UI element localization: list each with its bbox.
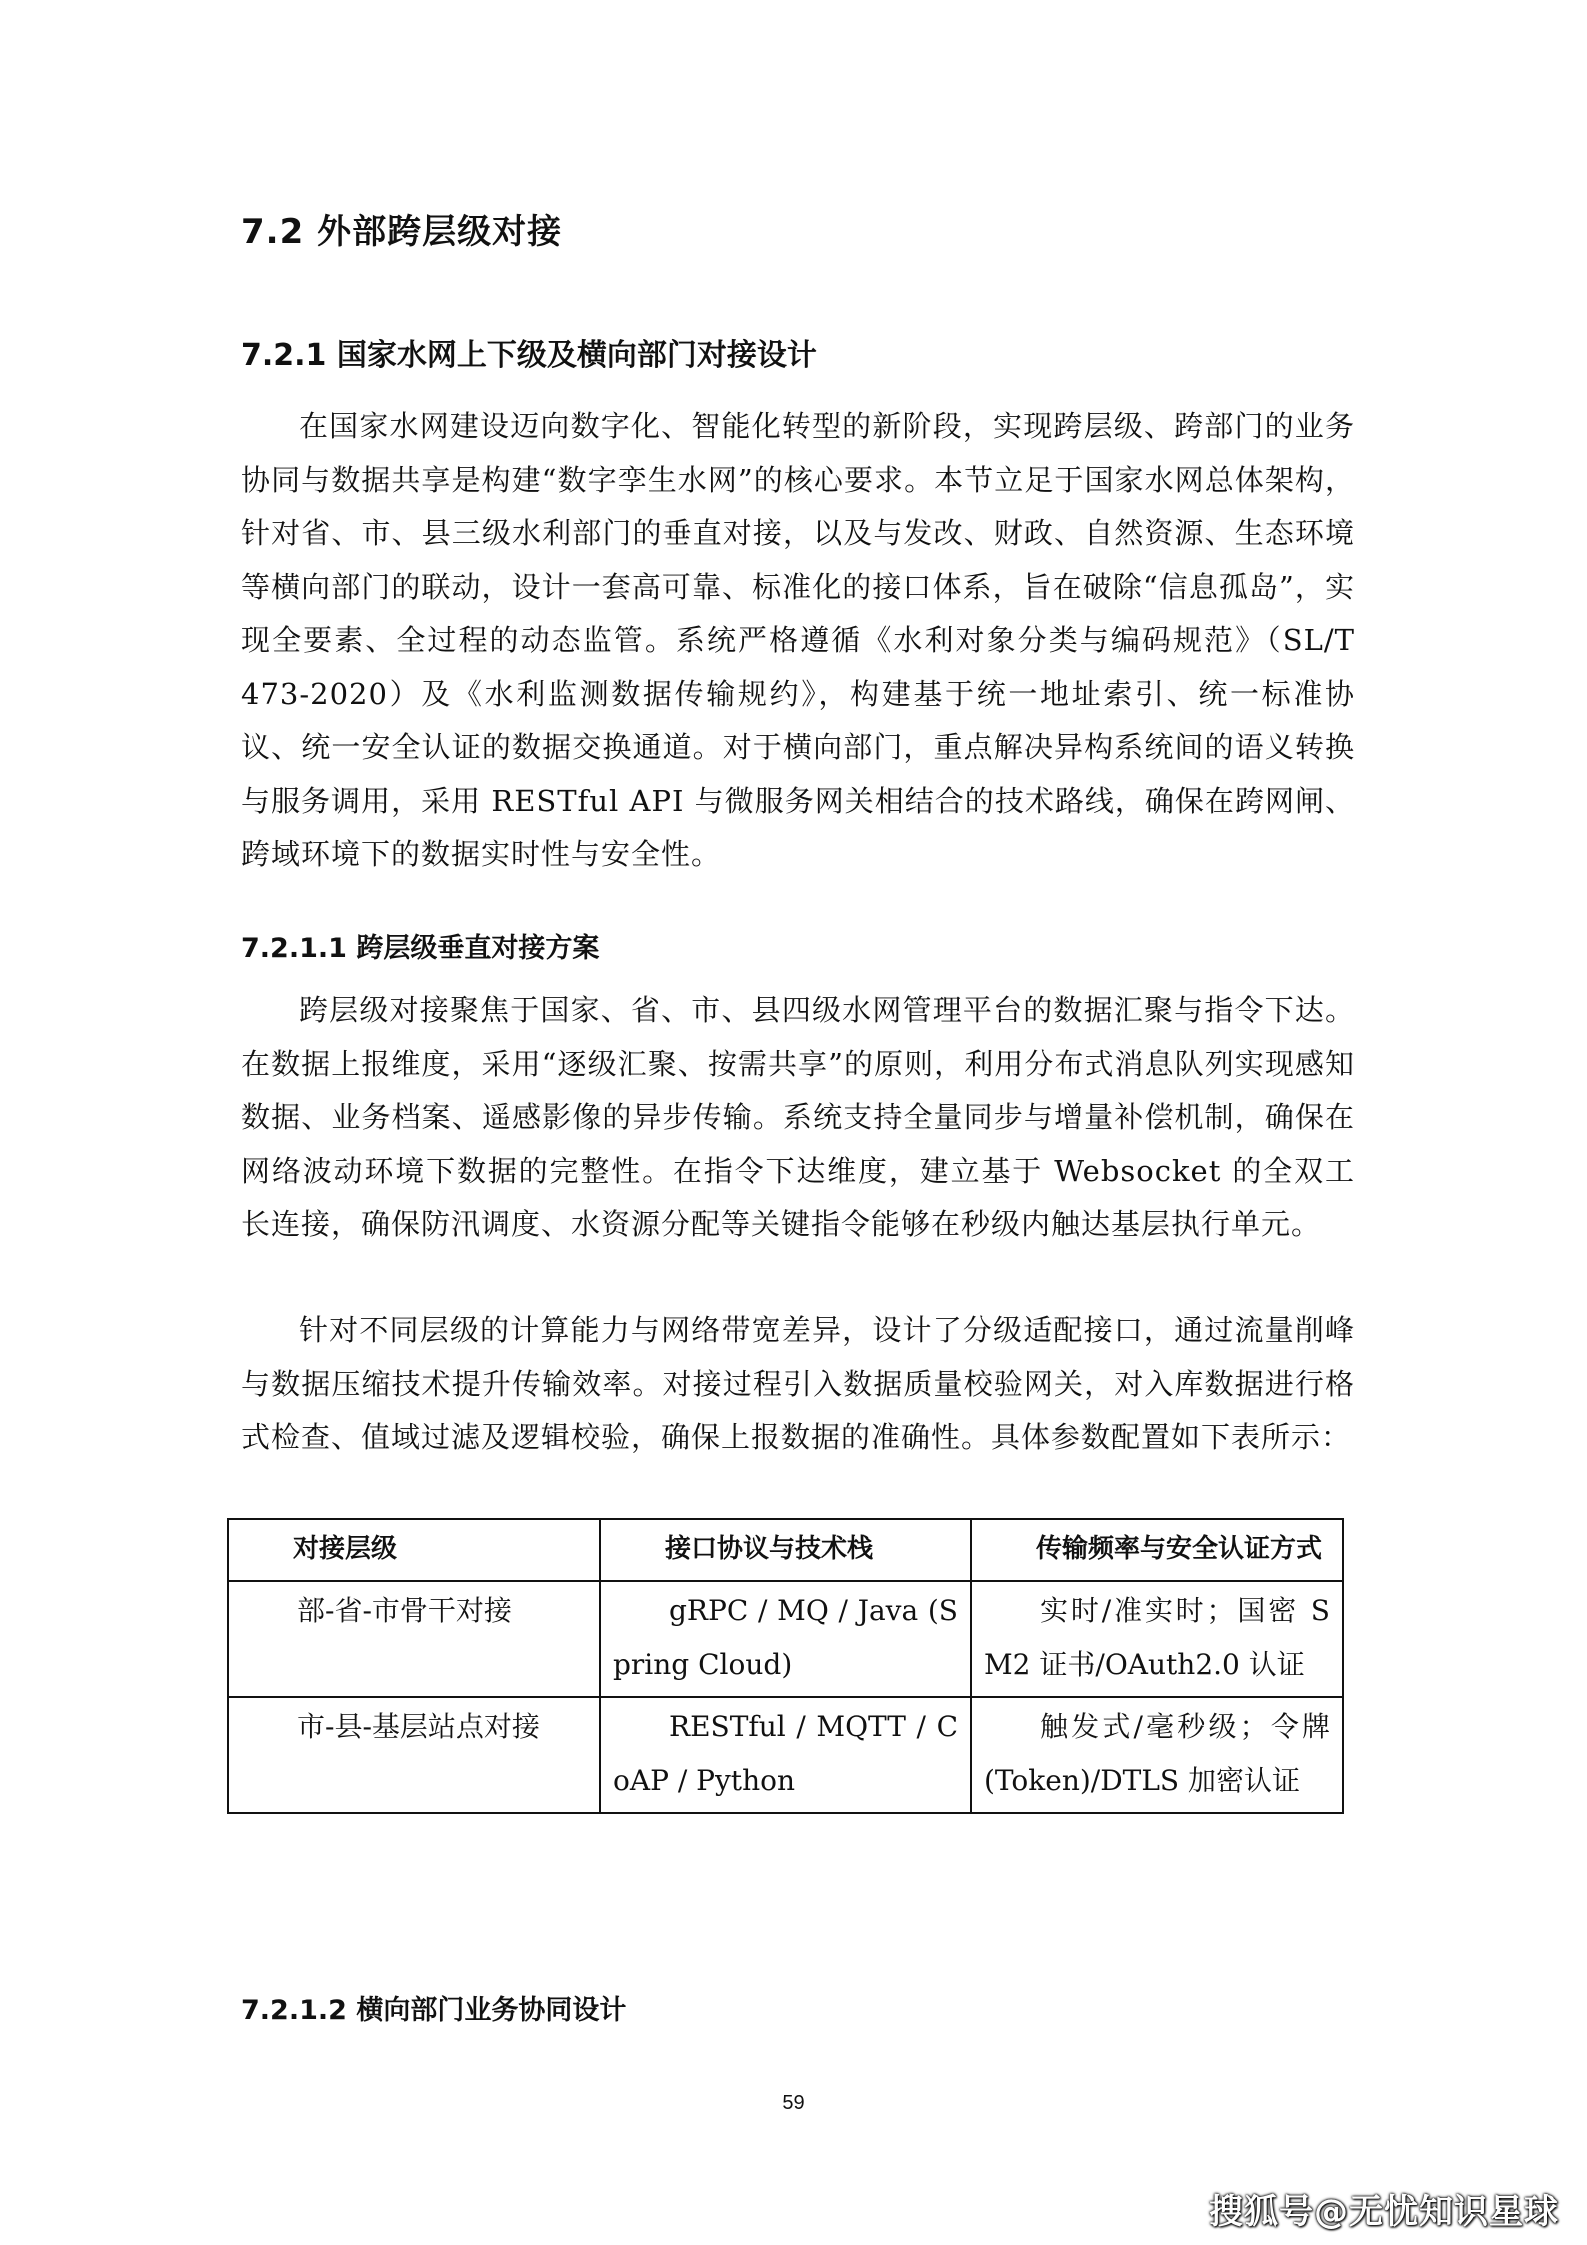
intro-paragraph: 在国家水网建设迈向数字化、智能化转型的新阶段，实现跨层级、跨部门的业务协同与数据共享是构建“数字孪生水网”的核心要求。本节立足于国家水网总体架构，针对省、市、县三级水利部门的垂直对接，以及与发改、财政、自然资源、生态环境等横向部门的联动，设计一套高可靠、标准化的接口体系，旨在破除“信息孤岛”，实现全要素、全过程的动态监管。系统严格遵循《水利对象分类与编码规范》（SL/T 473-2020）及《水利监测数据传输规约》，构建基于统一地址索引、统一标准协议、统一安全认证的数据交换通道。对于横向部门，重点解决异构系统间的语义转换与服务调用，采用 RESTful API 与微服务网关相结合的技术路线，确保在跨网闸、跨域环境下的数据实时性与安全性。 — [241, 409, 1355, 871]
subsection-heading: 7.2.1 国家水网上下级及横向部门对接设计 — [241, 338, 817, 373]
table-cell: 市-县-基层站点对接 — [228, 1697, 600, 1813]
table-header-cell: 接口协议与技术栈 — [600, 1519, 971, 1581]
page-number: 59 — [782, 2092, 805, 2114]
subsubsection-heading-2: 7.2.1.2 横向部门业务协同设计 — [241, 1995, 627, 2026]
table-row — [228, 1581, 1343, 1697]
table-row — [228, 1697, 1343, 1813]
table-header-cell: 对接层级 — [228, 1519, 600, 1581]
table-cell: 部-省-市骨干对接 — [228, 1581, 600, 1697]
table-header-row — [228, 1519, 1343, 1581]
table-header-cell: 传输频率与安全认证方式 — [971, 1519, 1343, 1581]
parameter-table — [227, 1518, 1344, 1814]
table-cell: 实时/准实时；国密 SM2 证书/OAuth2.0 认证 — [971, 1581, 1343, 1697]
vertical-docking-paragraph-2: 针对不同层级的计算能力与网络带宽差异，设计了分级适配接口，通过流量削峰与数据压缩技术提升传输效率。对接过程引入数据质量校验网关，对入库数据进行格式检查、值域过滤及逻辑校验，确保上报数据的准确性。具体参数配置如下表所示： — [241, 1313, 1355, 1454]
vertical-docking-paragraph-1: 跨层级对接聚焦于国家、省、市、县四级水网管理平台的数据汇聚与指令下达。在数据上报维度，采用“逐级汇聚、按需共享”的原则，利用分布式消息队列实现感知数据、业务档案、遥感影像的异步传输。系统支持全量同步与增量补偿机制，确保在网络波动环境下数据的完整性。在指令下达维度，建立基于 Websocket 的全双工长连接，确保防汛调度、水资源分配等关键指令能够在秒级内触达基层执行单元。 — [241, 993, 1355, 1241]
table-cell: RESTful / MQTT / CoAP / Python — [600, 1697, 971, 1813]
table-cell: 触发式/毫秒级；令牌(Token)/DTLS 加密认证 — [971, 1697, 1343, 1813]
section-heading: 7.2 外部跨层级对接 — [241, 212, 563, 252]
subsubsection-heading-1: 7.2.1.1 跨层级垂直对接方案 — [241, 933, 600, 964]
watermark: 搜狐号@无忧知识星球 — [1209, 2192, 1559, 2232]
table-cell: gRPC / MQ / Java (Spring Cloud) — [600, 1581, 971, 1697]
